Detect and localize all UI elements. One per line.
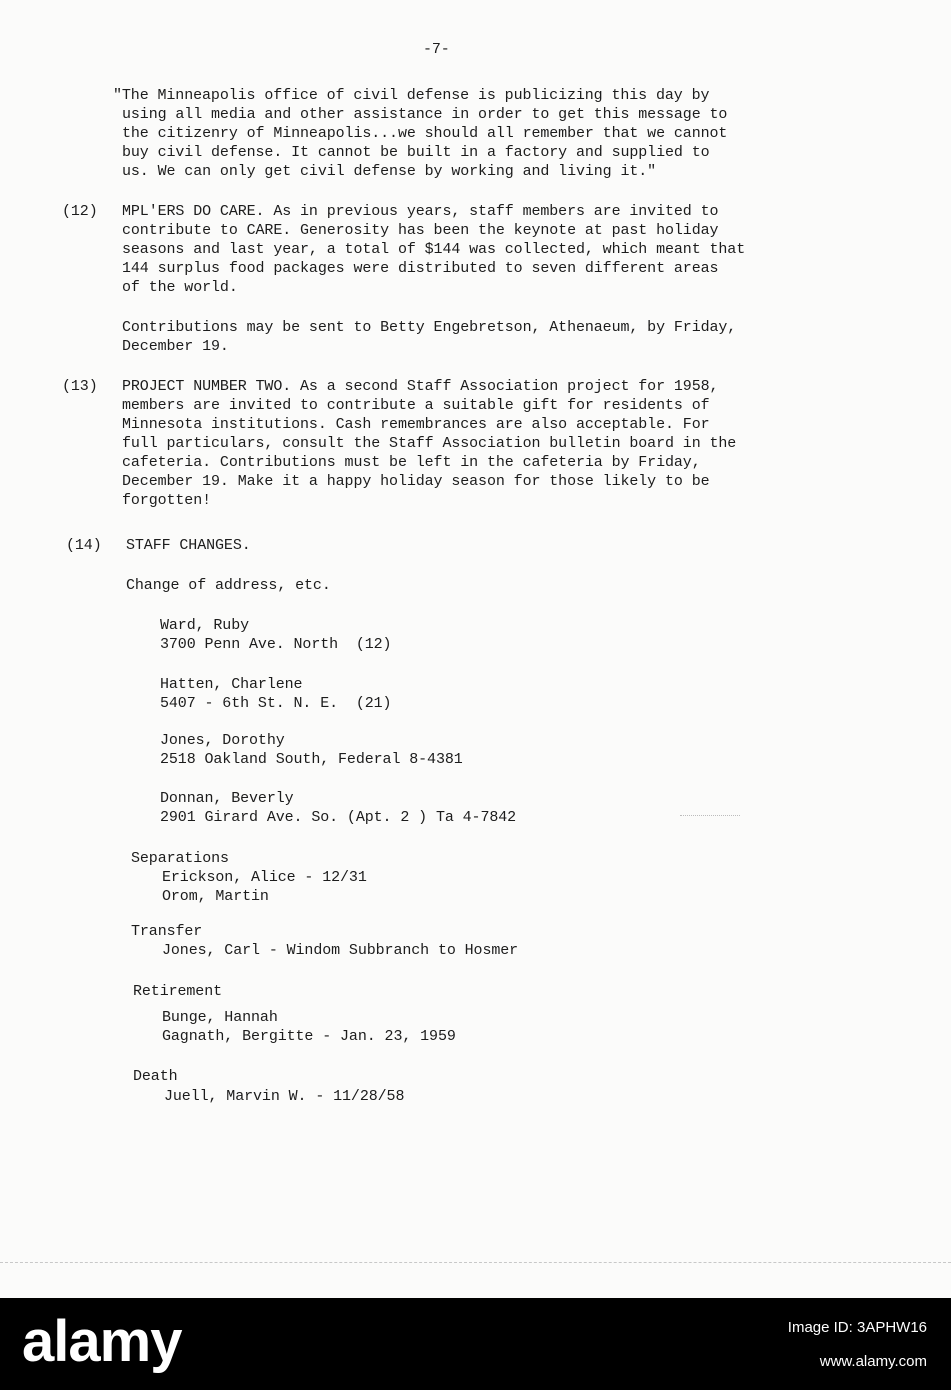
page-number: -7- bbox=[423, 41, 450, 58]
item-line: Minnesota institutions. Cash remembrances are also acceptable. For bbox=[122, 416, 710, 433]
item-line: December 19. Make it a happy holiday season for those likely to be bbox=[122, 473, 710, 490]
item-line: MPL'ERS DO CARE. As in previous years, staff members are invited to bbox=[122, 203, 719, 220]
item-line: cafeteria. Contributions must be left in the cafeteria by Friday, bbox=[122, 454, 701, 471]
quote-line: us. We can only get civil defense by working and living it." bbox=[122, 163, 657, 180]
item-line: 144 surplus food packages were distributed to seven different areas bbox=[122, 260, 719, 277]
item-line: PROJECT NUMBER TWO. As a second Staff Association project for 1958, bbox=[122, 378, 719, 395]
contributions-line: December 19. bbox=[122, 338, 229, 355]
item-line: of the world. bbox=[122, 279, 238, 296]
retirement-heading: Retirement bbox=[133, 983, 223, 1000]
separation-entry: Erickson, Alice - 12/31 bbox=[162, 869, 367, 886]
watermark-brand: alamy bbox=[22, 1309, 182, 1374]
death-entry: Juell, Marvin W. - 11/28/58 bbox=[164, 1088, 405, 1105]
scan-line bbox=[0, 1262, 951, 1263]
contributions-line: Contributions may be sent to Betty Engebretson, Athenaeum, by Friday, bbox=[122, 319, 737, 336]
address-name: Ward, Ruby bbox=[160, 617, 250, 634]
address-line: 2901 Girard Ave. So. (Apt. 2 ) Ta 4-7842 bbox=[160, 809, 517, 826]
item-line: contribute to CARE. Generosity has been the keynote at past holiday bbox=[122, 222, 719, 239]
separations-heading: Separations bbox=[131, 850, 229, 867]
quote-line: using all media and other assistance in order to get this message to bbox=[122, 106, 728, 123]
separation-entry: Orom, Martin bbox=[162, 888, 269, 905]
address-name: Hatten, Charlene bbox=[160, 676, 303, 693]
transfer-heading: Transfer bbox=[131, 923, 203, 940]
retirement-entry: Bunge, Hannah bbox=[162, 1009, 278, 1026]
address-line: 3700 Penn Ave. North (12) bbox=[160, 636, 392, 653]
item-line: forgotten! bbox=[122, 492, 212, 509]
watermark-url: www.alamy.com bbox=[819, 1353, 927, 1370]
death-heading: Death bbox=[133, 1068, 178, 1085]
item-number: (12) bbox=[62, 203, 98, 220]
retirement-entry: Gagnath, Bergitte - Jan. 23, 1959 bbox=[162, 1028, 456, 1045]
item-number: (14) bbox=[66, 537, 102, 554]
item-line: members are invited to contribute a suitable gift for residents of bbox=[122, 397, 710, 414]
item-line: full particulars, consult the Staff Association bulletin board in the bbox=[122, 435, 737, 452]
staff-changes-title: STAFF CHANGES. bbox=[126, 537, 251, 554]
item-line: seasons and last year, a total of $144 was collected, which meant that bbox=[122, 241, 746, 258]
scan-mark bbox=[680, 815, 740, 816]
address-line: 2518 Oakland South, Federal 8-4381 bbox=[160, 751, 463, 768]
address-name: Donnan, Beverly bbox=[160, 790, 294, 807]
item-number: (13) bbox=[62, 378, 98, 395]
address-line: 5407 - 6th St. N. E. (21) bbox=[160, 695, 392, 712]
address-name: Jones, Dorothy bbox=[160, 732, 285, 749]
transfer-entry: Jones, Carl - Windom Subbranch to Hosmer bbox=[162, 942, 519, 959]
watermark-image-id: Image ID: 3APHW16 bbox=[787, 1319, 927, 1336]
change-of-address-heading: Change of address, etc. bbox=[126, 577, 331, 594]
quote-line: "The Minneapolis office of civil defense is publicizing this day by bbox=[113, 87, 710, 104]
quote-line: buy civil defense. It cannot be built in a factory and supplied to bbox=[122, 144, 710, 161]
quote-line: the citizenry of Minneapolis...we should all remember that we cannot bbox=[122, 125, 728, 142]
